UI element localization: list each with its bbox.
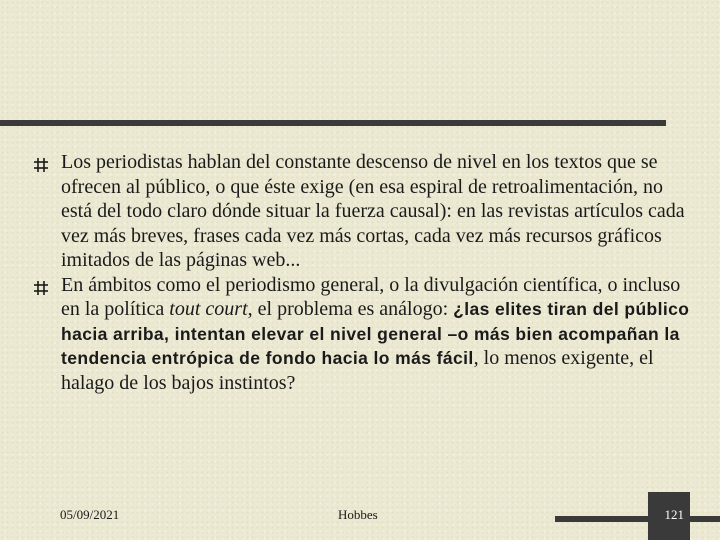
footer-center-text: Hobbes [338,507,378,522]
footer-date: 05/09/2021 [60,507,120,522]
page-number-box [648,492,690,540]
bullet-text-2-part1: En ámbitos como el periodismo general, o la divulgación científica, o incluso en la política [61,273,681,320]
bullet-text-2-bold: ¿las elites tiran del público hacia arriba, intentan elevar el nivel general –o más bien acompañan la tendencia entrópica de fondo hacia lo más fácil [61,299,690,368]
bullet-text-2-part3: , lo menos exigente, el halago de los bajos instintos? [61,347,654,394]
bullet-text-2-part2: , el problema es análogo: [247,298,454,320]
top-divider-rule [0,120,666,126]
hash-bullet-icon [34,281,48,295]
bottom-divider-rule [555,516,720,522]
bullet-item-2 [34,273,694,396]
bullet-text-1: Los periodistas hablan del constante descenso de nivel en los textos que se ofrecen al público, o que éste exige (en esa espiral de retroalimentación, no está del todo claro dónde situar la fuerza causal): en las revistas artículos cada vez más breves, frases cada vez más cortas, cada vez más recursos gráficos imitados de las páginas web... [61,151,685,271]
slide-body [34,150,694,395]
bullet-text-2-italic: tout court [169,298,248,320]
page-number: 121 [664,507,684,522]
bullet-item-1 [34,150,694,273]
hash-bullet-icon [34,158,48,172]
